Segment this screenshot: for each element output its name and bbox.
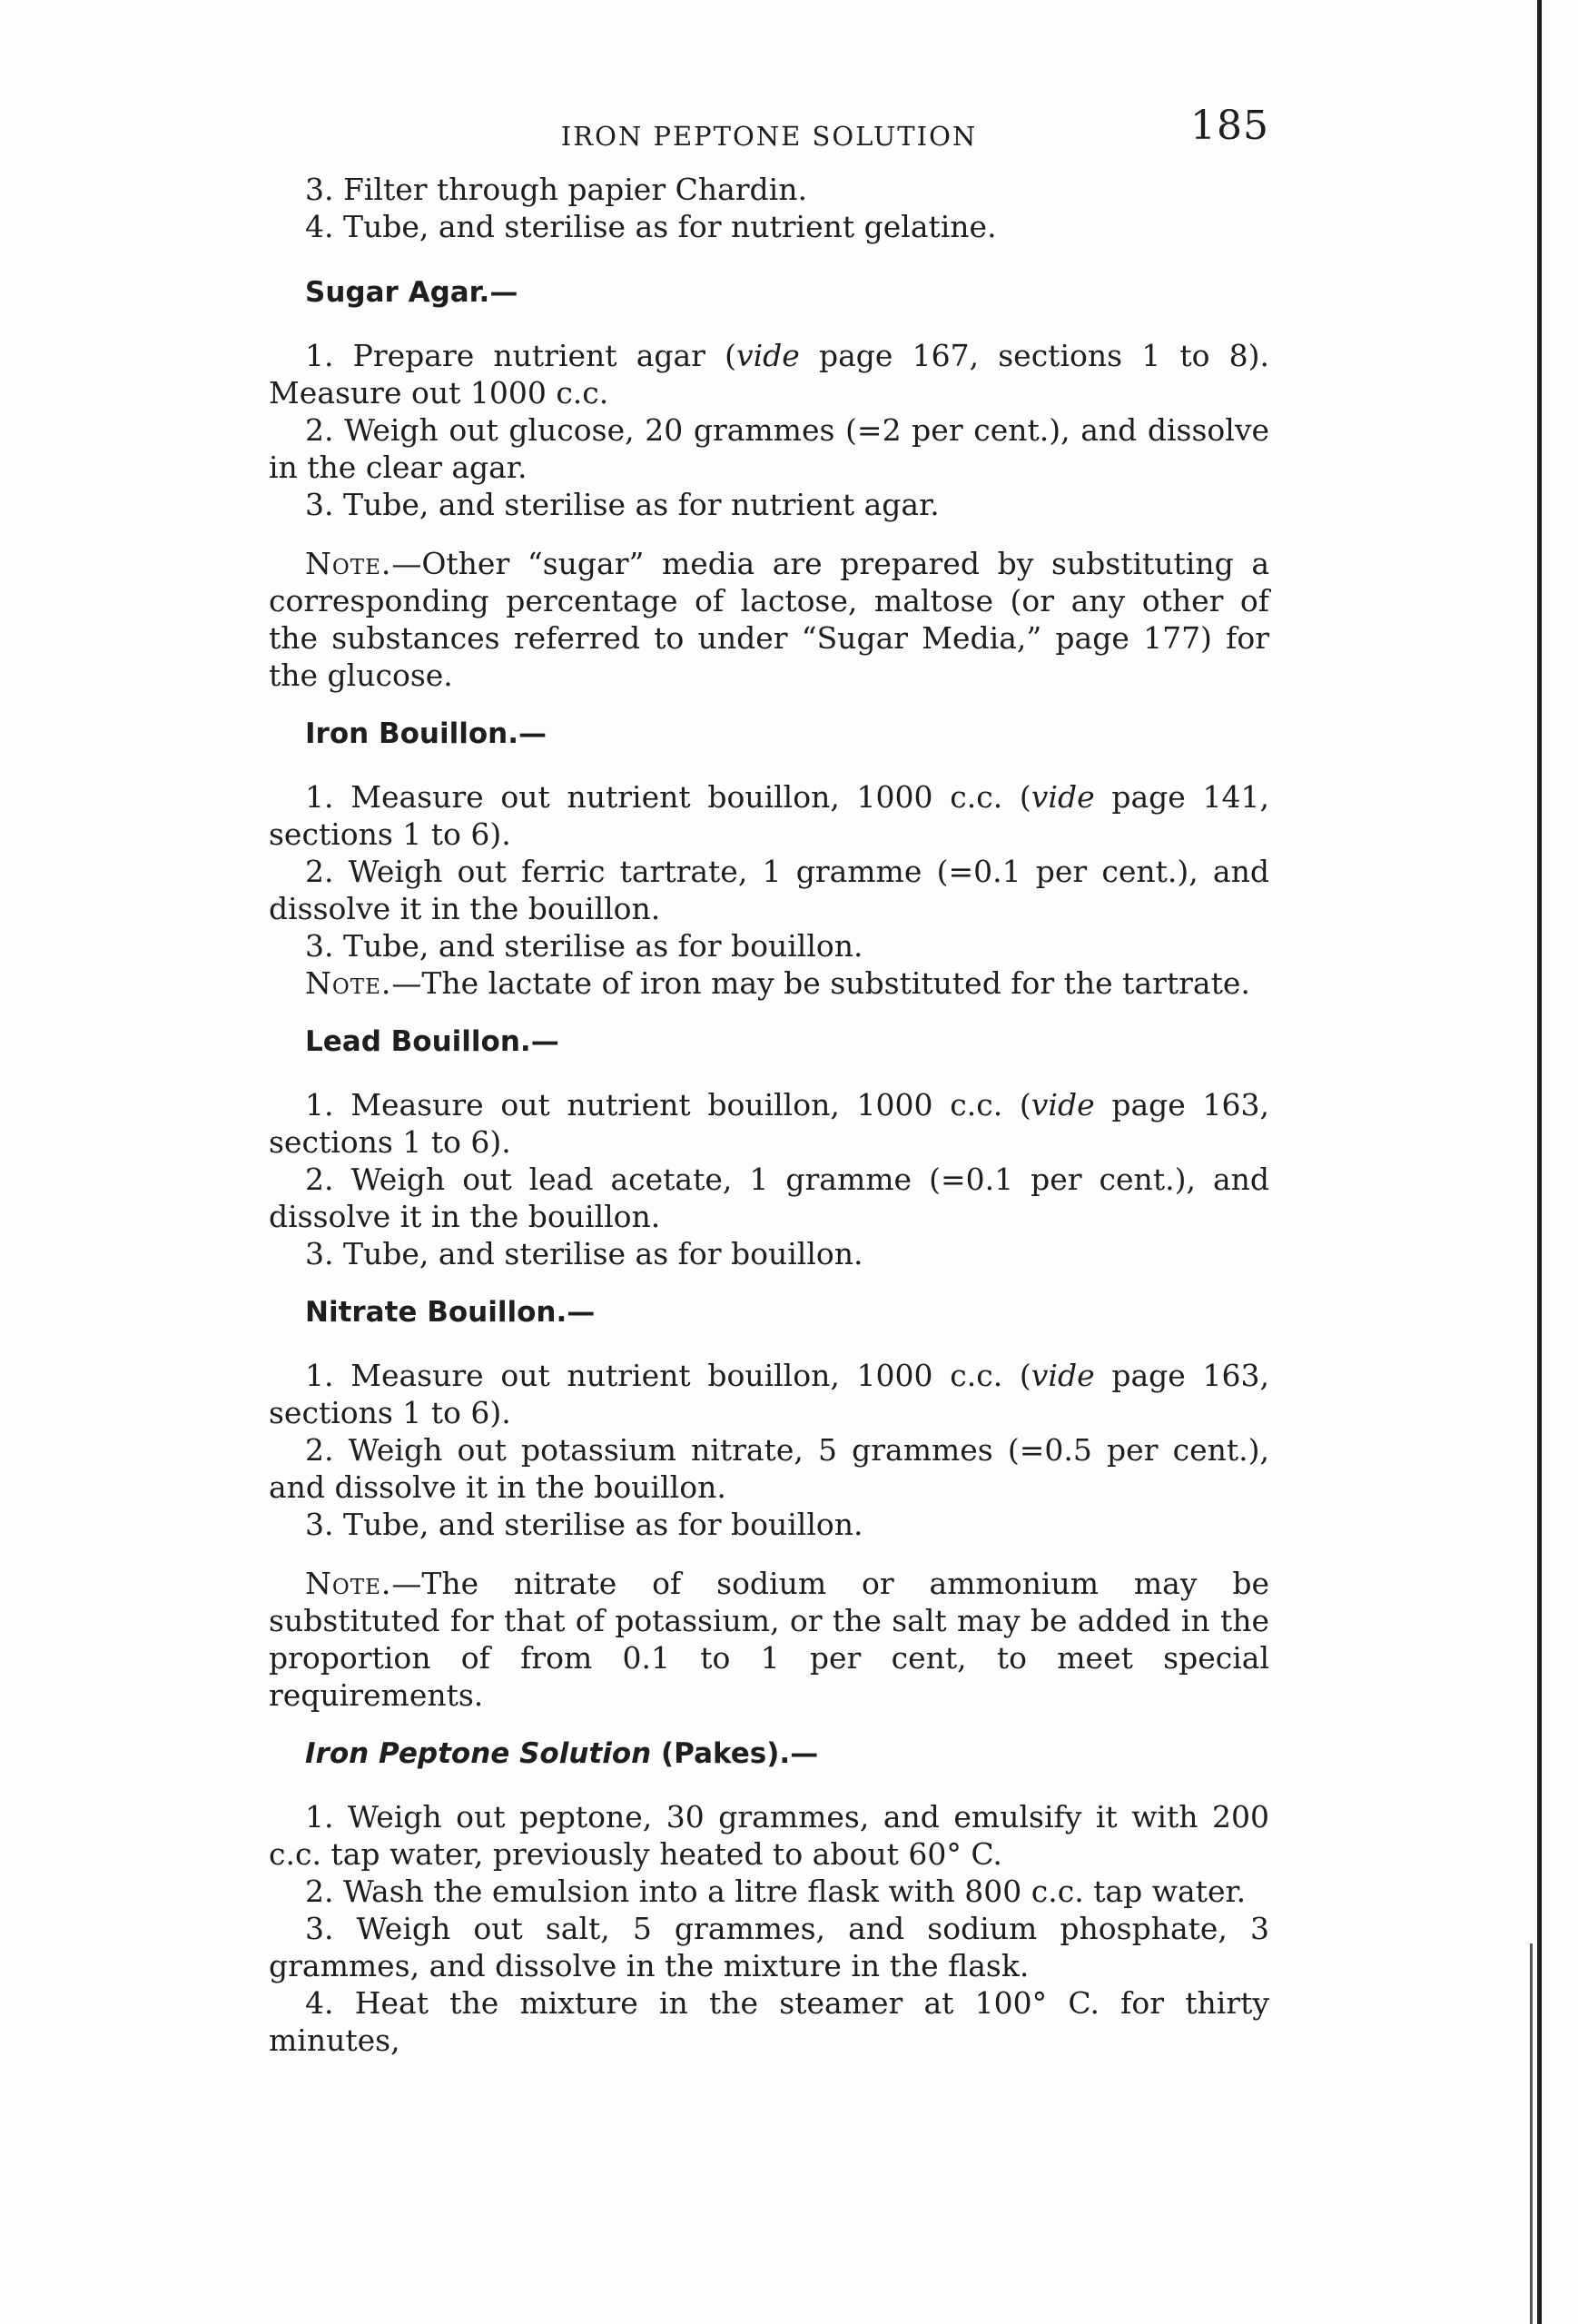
note-label: Note. <box>305 965 392 1001</box>
note-label: Note. <box>305 1566 392 1601</box>
section-heading <box>305 1736 1269 1773</box>
section-iron-peptone-solution <box>269 1736 1269 2059</box>
note-text: —The lactate of iron may be substituted for the tartrate. <box>391 965 1250 1001</box>
note <box>269 545 1269 694</box>
step: 2. Weigh out ferric tartrate, 1 gramme (=0.1 per cent.), and dissolve it in the bouillon. <box>269 854 1269 926</box>
step <box>269 337 1269 411</box>
page-edge-shadow-inner <box>1530 1943 1533 2324</box>
page-header <box>269 103 1269 160</box>
step-text: page 163, sections 1 to 6). <box>269 1358 1269 1430</box>
vide-word: vide <box>1031 779 1095 815</box>
heading-suffix: (Pakes).— <box>651 1737 819 1770</box>
step-text: 1. Measure out nutrient bouillon, 1000 c.c. ( <box>305 779 1031 815</box>
step: 3. Tube, and sterilise as for bouillon. <box>305 1236 863 1271</box>
vide-word: vide <box>1031 1087 1095 1122</box>
vide-word: vide <box>735 338 800 373</box>
section-sugar-agar <box>269 274 1269 694</box>
section-heading: Iron Bouillon.— <box>305 717 547 750</box>
step: 4. Heat the mixture in the steamer at 100° C. for thirty minutes, <box>269 1985 1269 2058</box>
step: 3. Tube, and sterilise as for bouillon. <box>305 1507 863 1542</box>
step: 2. Weigh out potassium nitrate, 5 grammes (=0.5 per cent.), and dissolve it in the bouillon. <box>269 1432 1269 1505</box>
section-heading: Lead Bouillon.— <box>305 1025 559 1058</box>
section-heading: Nitrate Bouillon.— <box>305 1296 596 1329</box>
running-title: IRON PEPTONE SOLUTION <box>560 121 978 152</box>
section-heading: Sugar Agar.— <box>305 276 518 309</box>
step: 3. Tube, and sterilise as for nutrient agar. <box>305 487 940 522</box>
page-number: 185 <box>1190 103 1269 149</box>
step-text: 1. Measure out nutrient bouillon, 1000 c.c. ( <box>305 1358 1031 1393</box>
heading-name: Iron Peptone Solution <box>305 1737 652 1770</box>
note <box>269 964 1269 1002</box>
book-page <box>269 103 1269 2081</box>
step: 2. Weigh out glucose, 20 grammes (=2 per cent.), and dissolve in the clear agar. <box>269 412 1269 485</box>
intro-steps <box>269 171 1269 245</box>
intro-step: 3. Filter through papier Chardin. <box>305 172 807 207</box>
section-iron-bouillon <box>269 716 1269 1002</box>
intro-step: 4. Tube, and sterilise as for nutrient gelatine. <box>305 209 997 244</box>
step-text: 1. Prepare nutrient agar ( <box>305 338 736 373</box>
note <box>269 1565 1269 1714</box>
note-text: —The nitrate of sodium or ammonium may be substituted for that of potassium, or the salt may be added in the proportion of from 0.1 to 1 per cent, to meet special requirements. <box>269 1566 1269 1713</box>
note-text: —Other “sugar” media are prepared by substituting a corresponding percentage of lactose, maltose (or any other of the substances referred to under “Sugar Media,” page 177) for the glucose. <box>269 546 1269 693</box>
page-edge-shadow <box>1537 0 1542 2324</box>
step-text: 1. Measure out nutrient bouillon, 1000 c.c. ( <box>305 1087 1031 1122</box>
vide-word: vide <box>1031 1358 1095 1393</box>
note-label: Note. <box>305 546 392 581</box>
step: 2. Weigh out lead acetate, 1 gramme (=0.1 per cent.), and dissolve it in the bouillon. <box>269 1162 1269 1234</box>
step <box>269 778 1269 853</box>
step-text: page 167, sections 1 to 8). Measure out 1000 c.c. <box>269 338 1269 410</box>
section-nitrate-bouillon <box>269 1294 1269 1714</box>
step: 3. Tube, and sterilise as for bouillon. <box>305 928 863 964</box>
section-lead-bouillon <box>269 1024 1269 1272</box>
step-text: page 163, sections 1 to 6). <box>269 1087 1269 1160</box>
step: 2. Wash the emulsion into a litre flask with 800 c.c. tap water. <box>305 1874 1247 1909</box>
step <box>269 1357 1269 1431</box>
step <box>269 1086 1269 1161</box>
step: 3. Weigh out salt, 5 grammes, and sodium phosphate, 3 grammes, and dissolve in the mixture in the flask. <box>269 1911 1269 1983</box>
step: 1. Weigh out peptone, 30 grammes, and emulsify it with 200 c.c. tap water, previously heated to about 60° C. <box>269 1799 1269 1872</box>
step-text: page 141, sections 1 to 6). <box>269 779 1269 852</box>
